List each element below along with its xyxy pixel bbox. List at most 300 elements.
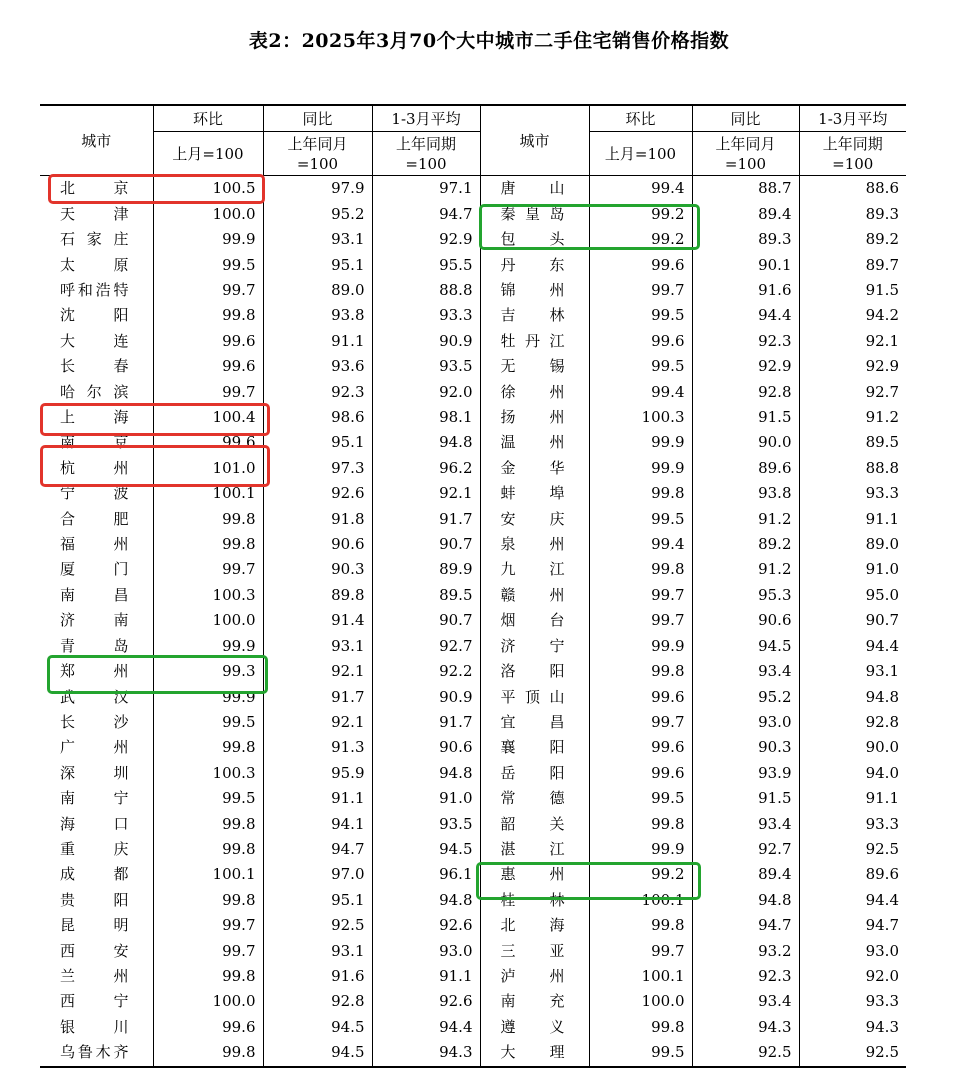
mom-value: 99.7 — [589, 939, 692, 964]
avg-value: 94.7 — [799, 913, 906, 938]
header-mom-left: 环比 — [153, 105, 263, 132]
mom-value: 99.8 — [153, 888, 263, 913]
yoy-value: 97.9 — [263, 176, 372, 202]
yoy-value: 93.1 — [263, 227, 372, 252]
yoy-value: 91.6 — [692, 278, 799, 303]
city-name: 长沙 — [60, 712, 129, 731]
yoy-value: 95.9 — [263, 761, 372, 786]
mom-value: 99.6 — [589, 253, 692, 278]
city-name: 遵义 — [480, 1015, 589, 1040]
avg-value: 91.1 — [372, 964, 480, 989]
mom-value: 99.8 — [153, 812, 263, 837]
avg-value: 92.7 — [372, 634, 480, 659]
avg-value: 93.0 — [372, 939, 480, 964]
city-name: 赣州 — [480, 583, 589, 608]
city-name: 沈阳 — [60, 306, 129, 325]
mom-value: 99.8 — [153, 964, 263, 989]
city-name: 上海 — [60, 408, 129, 427]
header-avg-right: 1-3月平均 — [799, 105, 906, 132]
yoy-value: 95.2 — [263, 202, 372, 227]
city-name: 湛江 — [480, 837, 589, 862]
yoy-value: 94.5 — [263, 1015, 372, 1040]
table-row — [40, 989, 906, 1014]
city-name: 银川 — [60, 1017, 129, 1036]
city-name: 昆明 — [60, 916, 129, 935]
mom-value: 99.7 — [153, 939, 263, 964]
yoy-value: 91.1 — [263, 329, 372, 354]
mom-value: 99.5 — [153, 253, 263, 278]
yoy-value: 89.6 — [692, 456, 799, 481]
city-name: 济宁 — [480, 634, 589, 659]
avg-value: 92.0 — [799, 964, 906, 989]
yoy-value: 93.1 — [263, 939, 372, 964]
avg-value: 92.6 — [372, 913, 480, 938]
mom-value: 100.3 — [153, 583, 263, 608]
table-row — [40, 964, 906, 989]
avg-value: 92.8 — [799, 710, 906, 735]
city-name: 蚌埠 — [480, 481, 589, 506]
table-row — [40, 278, 906, 303]
price-index-table — [40, 104, 906, 1068]
city-name: 三亚 — [480, 939, 589, 964]
avg-value: 91.0 — [372, 786, 480, 811]
mom-value: 99.9 — [589, 430, 692, 455]
mom-value: 99.8 — [589, 557, 692, 582]
avg-value: 94.3 — [372, 1040, 480, 1066]
avg-value: 92.6 — [372, 989, 480, 1014]
city-name: 重庆 — [60, 839, 129, 858]
yoy-value: 91.3 — [263, 735, 372, 760]
mom-value: 99.2 — [589, 227, 692, 252]
avg-value: 95.0 — [799, 583, 906, 608]
mom-value: 99.3 — [153, 659, 263, 684]
avg-value: 97.1 — [372, 176, 480, 202]
avg-value: 96.2 — [372, 456, 480, 481]
city-name: 宁波 — [60, 484, 129, 503]
mom-value: 99.4 — [589, 532, 692, 557]
yoy-value: 92.1 — [263, 659, 372, 684]
yoy-value: 91.5 — [692, 405, 799, 430]
mom-value: 99.2 — [589, 862, 692, 887]
mom-value: 99.7 — [153, 278, 263, 303]
avg-value: 95.5 — [372, 253, 480, 278]
yoy-value: 91.4 — [263, 608, 372, 633]
mom-value: 99.6 — [153, 354, 263, 379]
city-name: 徐州 — [480, 380, 589, 405]
table-row — [40, 380, 906, 405]
avg-value: 92.5 — [799, 1040, 906, 1066]
header-avg-base-right: 上年同期 =100 — [799, 132, 906, 176]
table-row — [40, 456, 906, 481]
mom-value: 100.5 — [153, 176, 263, 202]
city-name: 襄阳 — [480, 735, 589, 760]
yoy-value: 94.7 — [692, 913, 799, 938]
yoy-value: 92.8 — [692, 380, 799, 405]
mom-value: 99.6 — [589, 735, 692, 760]
mom-value: 99.5 — [153, 710, 263, 735]
avg-value: 88.8 — [372, 278, 480, 303]
city-name: 贵阳 — [60, 890, 129, 909]
yoy-value: 92.3 — [263, 380, 372, 405]
city-name: 南宁 — [60, 789, 129, 808]
avg-value: 94.5 — [372, 837, 480, 862]
mom-value: 99.6 — [589, 329, 692, 354]
table-row — [40, 532, 906, 557]
avg-value: 91.5 — [799, 278, 906, 303]
mom-value: 99.5 — [589, 786, 692, 811]
table-row — [40, 812, 906, 837]
avg-value: 89.7 — [799, 253, 906, 278]
table-header — [40, 105, 906, 176]
header-yoy-base-right: 上年同月 =100 — [692, 132, 799, 176]
city-name: 吉林 — [480, 303, 589, 328]
table-row — [40, 430, 906, 455]
city-name: 烟台 — [480, 608, 589, 633]
avg-value: 94.8 — [372, 888, 480, 913]
mom-value: 101.0 — [153, 456, 263, 481]
city-name: 海口 — [60, 814, 129, 833]
header-mom-base-right: 上月=100 — [589, 132, 692, 176]
header-mom-right: 环比 — [589, 105, 692, 132]
table-row — [40, 481, 906, 506]
mom-value: 99.8 — [589, 1015, 692, 1040]
city-name: 福州 — [60, 535, 129, 554]
yoy-value: 93.2 — [692, 939, 799, 964]
avg-value: 94.8 — [372, 761, 480, 786]
avg-value: 89.5 — [799, 430, 906, 455]
city-name: 惠州 — [480, 862, 589, 887]
city-name: 成都 — [60, 865, 129, 884]
avg-value: 92.1 — [372, 481, 480, 506]
avg-value: 92.2 — [372, 659, 480, 684]
yoy-value: 92.5 — [692, 1040, 799, 1066]
mom-value: 99.7 — [589, 710, 692, 735]
avg-value: 93.3 — [799, 812, 906, 837]
city-name: 温州 — [480, 430, 589, 455]
table-row — [40, 202, 906, 227]
mom-value: 99.8 — [153, 735, 263, 760]
yoy-value: 94.5 — [692, 634, 799, 659]
mom-value: 99.5 — [589, 1040, 692, 1066]
table-row — [40, 557, 906, 582]
mom-value: 99.8 — [153, 532, 263, 557]
avg-value: 93.3 — [799, 989, 906, 1014]
table-row — [40, 735, 906, 760]
avg-value: 90.7 — [372, 608, 480, 633]
city-name: 广州 — [60, 738, 129, 757]
mom-value: 99.9 — [589, 456, 692, 481]
city-name: 南昌 — [60, 585, 129, 604]
header-avg-left: 1-3月平均 — [372, 105, 480, 132]
mom-value: 99.5 — [153, 786, 263, 811]
yoy-value: 89.0 — [263, 278, 372, 303]
city-name: 金华 — [480, 456, 589, 481]
yoy-value: 91.5 — [692, 786, 799, 811]
yoy-value: 92.3 — [692, 964, 799, 989]
avg-value: 91.7 — [372, 710, 480, 735]
avg-value: 90.7 — [372, 532, 480, 557]
avg-value: 94.8 — [799, 685, 906, 710]
mom-value: 100.0 — [153, 608, 263, 633]
city-name: 韶关 — [480, 812, 589, 837]
yoy-value: 92.8 — [263, 989, 372, 1014]
avg-value: 92.0 — [372, 380, 480, 405]
city-name: 常德 — [480, 786, 589, 811]
city-name: 泸州 — [480, 964, 589, 989]
yoy-value: 93.9 — [692, 761, 799, 786]
table-row — [40, 583, 906, 608]
table-row — [40, 1040, 906, 1066]
page-title: 表2：2025年3月70个大中城市二手住宅销售价格指数 — [248, 30, 730, 52]
table-row — [40, 710, 906, 735]
city-name: 桂林 — [480, 888, 589, 913]
avg-value: 98.1 — [372, 405, 480, 430]
avg-value: 94.8 — [372, 430, 480, 455]
yoy-value: 90.6 — [263, 532, 372, 557]
mom-value: 100.1 — [153, 481, 263, 506]
table-row — [40, 939, 906, 964]
yoy-value: 93.6 — [263, 354, 372, 379]
avg-value: 93.3 — [372, 303, 480, 328]
table-row — [40, 786, 906, 811]
avg-value: 96.1 — [372, 862, 480, 887]
yoy-value: 93.4 — [692, 989, 799, 1014]
city-name: 兰州 — [60, 966, 129, 985]
city-name: 牡丹江 — [480, 329, 589, 354]
avg-value: 89.6 — [799, 862, 906, 887]
avg-value: 89.2 — [799, 227, 906, 252]
table-row — [40, 634, 906, 659]
avg-value: 90.9 — [372, 329, 480, 354]
avg-value: 88.6 — [799, 176, 906, 202]
table-row — [40, 507, 906, 532]
mom-value: 99.8 — [589, 913, 692, 938]
avg-value: 89.5 — [372, 583, 480, 608]
avg-value: 94.4 — [799, 634, 906, 659]
table-row — [40, 253, 906, 278]
city-name: 呼和浩特 — [60, 281, 129, 300]
yoy-value: 97.0 — [263, 862, 372, 887]
yoy-value: 93.8 — [692, 481, 799, 506]
yoy-value: 95.1 — [263, 253, 372, 278]
mom-value: 99.5 — [589, 354, 692, 379]
avg-value: 91.1 — [799, 507, 906, 532]
yoy-value: 90.6 — [692, 608, 799, 633]
avg-value: 91.1 — [799, 786, 906, 811]
yoy-value: 88.7 — [692, 176, 799, 202]
mom-value: 99.8 — [153, 1040, 263, 1066]
city-name: 北京 — [60, 179, 129, 198]
yoy-value: 89.8 — [263, 583, 372, 608]
header-city-left: 城市 — [40, 105, 153, 176]
city-name: 大连 — [60, 331, 129, 350]
table-row — [40, 761, 906, 786]
city-name: 乌鲁木齐 — [40, 1040, 153, 1066]
yoy-value: 94.5 — [263, 1040, 372, 1066]
avg-value: 89.0 — [799, 532, 906, 557]
yoy-value: 91.6 — [263, 964, 372, 989]
city-name: 太原 — [60, 255, 129, 274]
avg-value: 94.4 — [372, 1015, 480, 1040]
yoy-value: 91.7 — [263, 685, 372, 710]
yoy-value: 90.0 — [692, 430, 799, 455]
mom-value: 99.7 — [589, 583, 692, 608]
yoy-value: 92.1 — [263, 710, 372, 735]
mom-value: 99.7 — [589, 278, 692, 303]
yoy-value: 90.3 — [263, 557, 372, 582]
city-name: 武汉 — [60, 687, 129, 706]
city-name: 安庆 — [480, 507, 589, 532]
mom-value: 99.9 — [589, 634, 692, 659]
city-name: 深圳 — [60, 763, 129, 782]
city-name: 丹东 — [480, 253, 589, 278]
yoy-value: 93.0 — [692, 710, 799, 735]
mom-value: 99.6 — [589, 685, 692, 710]
yoy-value: 92.3 — [692, 329, 799, 354]
mom-value: 99.6 — [589, 761, 692, 786]
table-row — [40, 862, 906, 887]
yoy-value: 91.1 — [263, 786, 372, 811]
city-name: 平顶山 — [480, 685, 589, 710]
city-name: 秦皇岛 — [480, 202, 589, 227]
header-yoy-base-left: 上年同月 =100 — [263, 132, 372, 176]
mom-value: 99.6 — [153, 1015, 263, 1040]
mom-value: 99.7 — [153, 913, 263, 938]
avg-value: 91.0 — [799, 557, 906, 582]
avg-value: 90.7 — [799, 608, 906, 633]
city-name: 青岛 — [60, 636, 129, 655]
mom-value: 100.0 — [153, 202, 263, 227]
avg-value: 93.5 — [372, 354, 480, 379]
mom-value: 99.6 — [153, 329, 263, 354]
yoy-value: 94.3 — [692, 1015, 799, 1040]
mom-value: 99.8 — [589, 812, 692, 837]
table-row — [40, 913, 906, 938]
city-name: 哈尔滨 — [60, 382, 129, 401]
city-name: 郑州 — [60, 662, 129, 681]
mom-value: 99.4 — [589, 176, 692, 202]
table-row — [40, 888, 906, 913]
avg-value: 91.7 — [372, 507, 480, 532]
yoy-value: 90.1 — [692, 253, 799, 278]
header-yoy-right: 同比 — [692, 105, 799, 132]
mom-value: 99.9 — [589, 837, 692, 862]
yoy-value: 89.2 — [692, 532, 799, 557]
avg-value: 94.4 — [799, 888, 906, 913]
yoy-value: 93.4 — [692, 812, 799, 837]
city-name: 石家庄 — [60, 230, 129, 249]
mom-value: 99.5 — [589, 303, 692, 328]
table-row — [40, 329, 906, 354]
yoy-value: 91.2 — [692, 557, 799, 582]
avg-value: 91.2 — [799, 405, 906, 430]
avg-value: 93.5 — [372, 812, 480, 837]
mom-value: 100.1 — [589, 964, 692, 989]
city-name: 洛阳 — [480, 659, 589, 684]
mom-value: 99.8 — [153, 507, 263, 532]
city-name: 合肥 — [60, 509, 129, 528]
city-name: 大理 — [480, 1040, 589, 1066]
city-name: 厦门 — [60, 560, 129, 579]
mom-value: 99.7 — [153, 380, 263, 405]
yoy-value: 92.5 — [263, 913, 372, 938]
yoy-value: 89.4 — [692, 202, 799, 227]
yoy-value: 95.1 — [263, 888, 372, 913]
mom-value: 100.0 — [153, 989, 263, 1014]
mom-value: 99.7 — [153, 557, 263, 582]
mom-value: 100.0 — [589, 989, 692, 1014]
avg-value: 92.5 — [799, 837, 906, 862]
yoy-value: 91.2 — [692, 507, 799, 532]
avg-value: 90.0 — [799, 735, 906, 760]
mom-value: 100.3 — [153, 761, 263, 786]
yoy-value: 89.3 — [692, 227, 799, 252]
yoy-value: 93.8 — [263, 303, 372, 328]
city-name: 济南 — [60, 611, 129, 630]
yoy-value: 91.8 — [263, 507, 372, 532]
yoy-value: 97.3 — [263, 456, 372, 481]
table-row — [40, 354, 906, 379]
city-name: 西安 — [60, 941, 129, 960]
yoy-value: 89.4 — [692, 862, 799, 887]
table-row — [40, 1015, 906, 1040]
table-row — [40, 837, 906, 862]
yoy-value: 95.2 — [692, 685, 799, 710]
avg-value: 94.2 — [799, 303, 906, 328]
yoy-value: 92.9 — [692, 354, 799, 379]
city-name: 杭州 — [60, 458, 129, 477]
table-row — [40, 405, 906, 430]
yoy-value: 92.6 — [263, 481, 372, 506]
table-row — [40, 303, 906, 328]
yoy-value: 95.3 — [692, 583, 799, 608]
mom-value: 99.4 — [589, 380, 692, 405]
mom-value: 99.8 — [153, 837, 263, 862]
mom-value: 99.9 — [153, 227, 263, 252]
header-avg-base-left: 上年同期 =100 — [372, 132, 480, 176]
city-name: 包头 — [480, 227, 589, 252]
avg-value: 92.7 — [799, 380, 906, 405]
mom-value: 99.6 — [153, 430, 263, 455]
yoy-value: 92.7 — [692, 837, 799, 862]
yoy-value: 94.8 — [692, 888, 799, 913]
header-mom-base-left: 上月=100 — [153, 132, 263, 176]
city-name: 岳阳 — [480, 761, 589, 786]
table-row — [40, 685, 906, 710]
mom-value: 99.8 — [153, 303, 263, 328]
yoy-value: 93.4 — [692, 659, 799, 684]
mom-value: 99.7 — [589, 608, 692, 633]
table-row — [40, 176, 906, 202]
avg-value: 88.8 — [799, 456, 906, 481]
avg-value: 94.3 — [799, 1015, 906, 1040]
yoy-value: 98.6 — [263, 405, 372, 430]
table-row — [40, 659, 906, 684]
yoy-value: 93.1 — [263, 634, 372, 659]
mom-value: 99.2 — [589, 202, 692, 227]
yoy-value: 94.4 — [692, 303, 799, 328]
avg-value: 89.3 — [799, 202, 906, 227]
avg-value: 94.0 — [799, 761, 906, 786]
mom-value: 99.5 — [589, 507, 692, 532]
mom-value: 99.8 — [589, 481, 692, 506]
yoy-value: 94.7 — [263, 837, 372, 862]
avg-value: 94.7 — [372, 202, 480, 227]
table-row — [40, 608, 906, 633]
header-yoy-left: 同比 — [263, 105, 372, 132]
city-name: 泉州 — [480, 532, 589, 557]
mom-value: 99.9 — [153, 685, 263, 710]
